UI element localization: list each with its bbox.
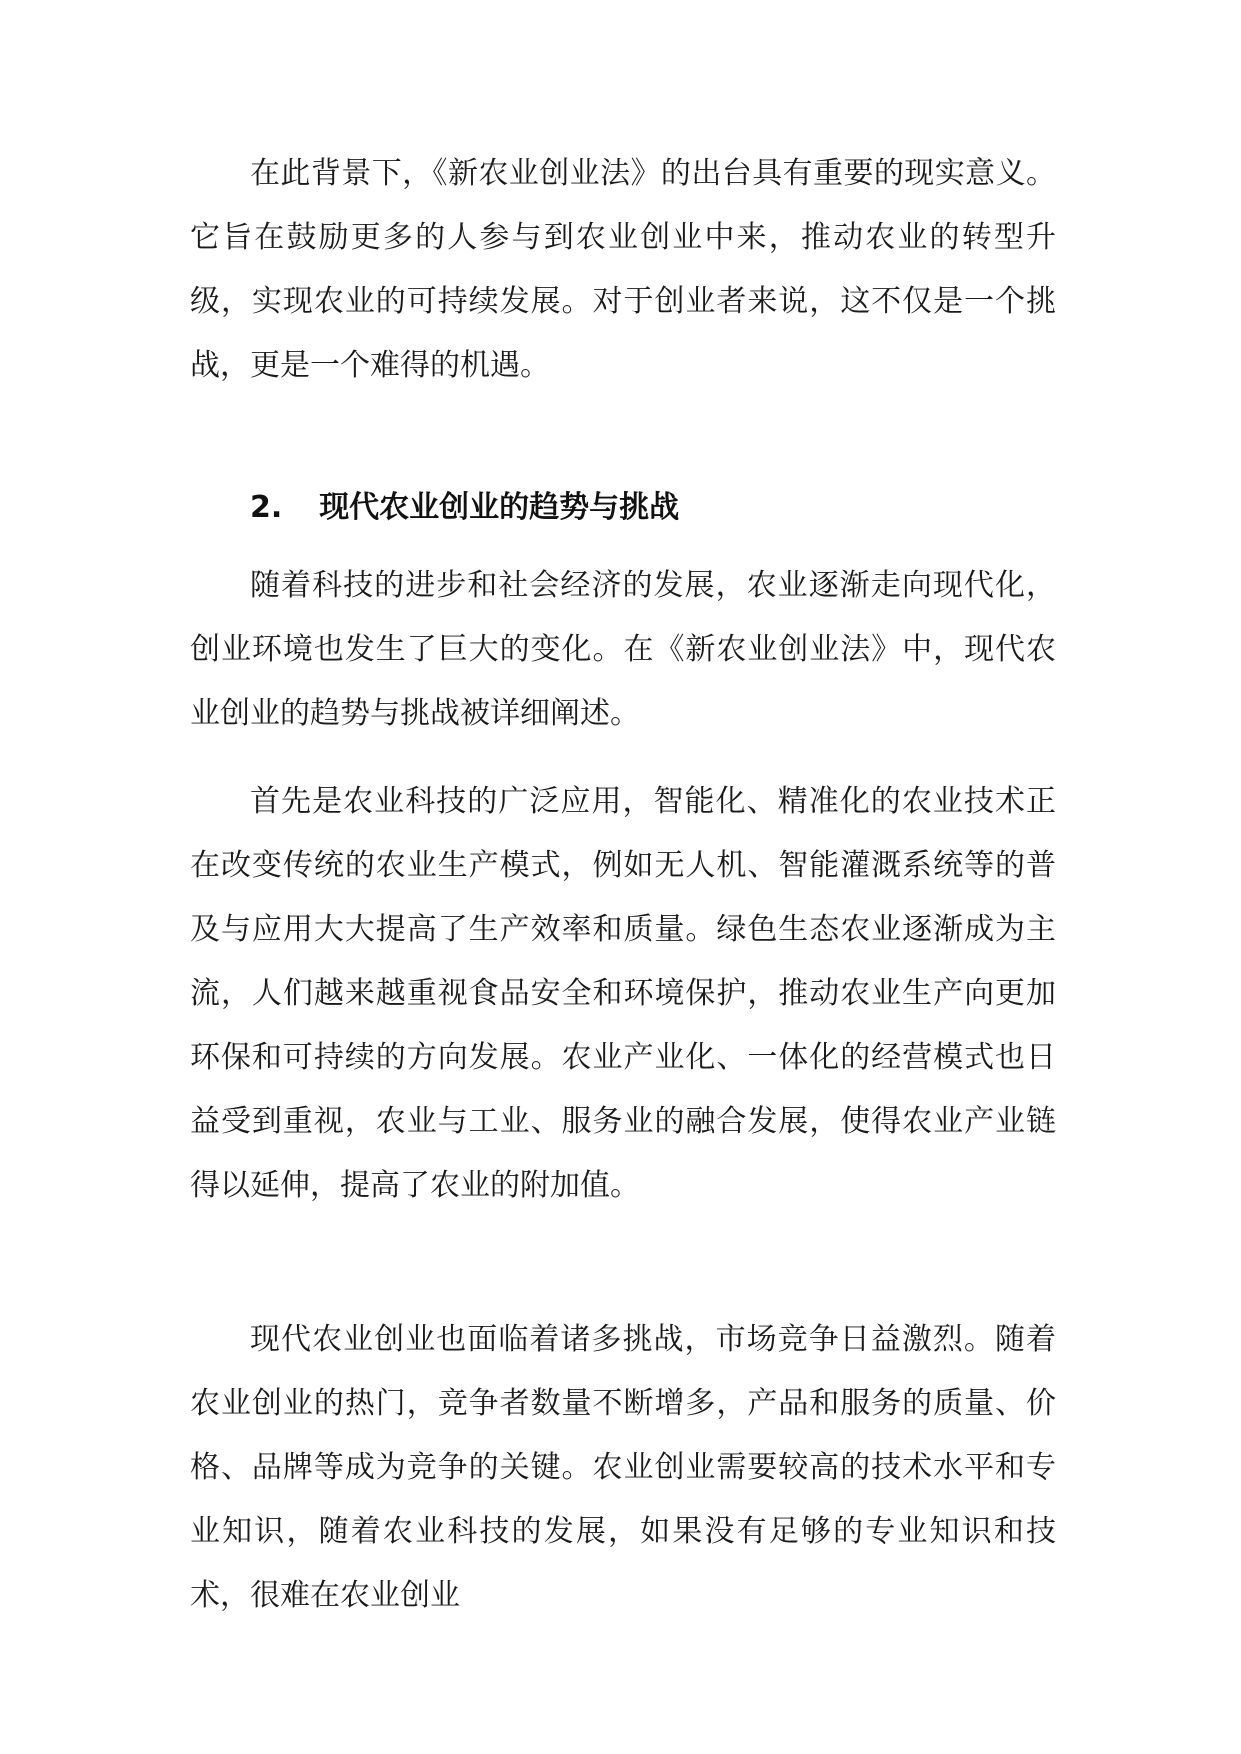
section-title: 现代农业创业的趋势与挑战 bbox=[319, 490, 680, 525]
section-number: 2. bbox=[250, 490, 283, 525]
paragraph-background: 在此背景下，《新农业创业法》的出台具有重要的现实意义。它旨在鼓励更多的人参与到农业创业中来，推动农业的转型升级，实现农业的可持续发展。对于创业者来说，这不仅是一个挑战，更是一个难得的机遇。 bbox=[190, 156, 1056, 383]
paragraph-technology: 首先是农业科技的广泛应用，智能化、精准化的农业技术正在改变传统的农业生产模式，例如无人机、智能灌溉系统等的普及与应用大大提高了生产效率和质量。绿色生态农业逐渐成为主流，人们越来越重视食品安全和环境保护，推动农业生产向更加环保和可持续的方向发展。农业产业化、一体化的经营模式也日益受到重视，农业与工业、服务业的融合发展，使得农业产业链得以延伸，提高了农业的附加值。 bbox=[190, 784, 1056, 1203]
section-heading bbox=[250, 476, 679, 540]
paragraph-intro: 随着科技的进步和社会经济的发展，农业逐渐走向现代化，创业环境也发生了巨大的变化。在《新农业创业法》中，现代农业创业的趋势与挑战被详细阐述。 bbox=[190, 568, 1056, 731]
paragraph-challenges: 现代农业创业也面临着诸多挑战，市场竞争日益激烈。随着农业创业的热门，竞争者数量不断增多，产品和服务的质量、价格、品牌等成为竞争的关键。农业创业需要较高的技术水平和专业知识，随着农业科技的发展，如果没有足够的专业知识和技术，很难在农业创业 bbox=[190, 1322, 1056, 1613]
